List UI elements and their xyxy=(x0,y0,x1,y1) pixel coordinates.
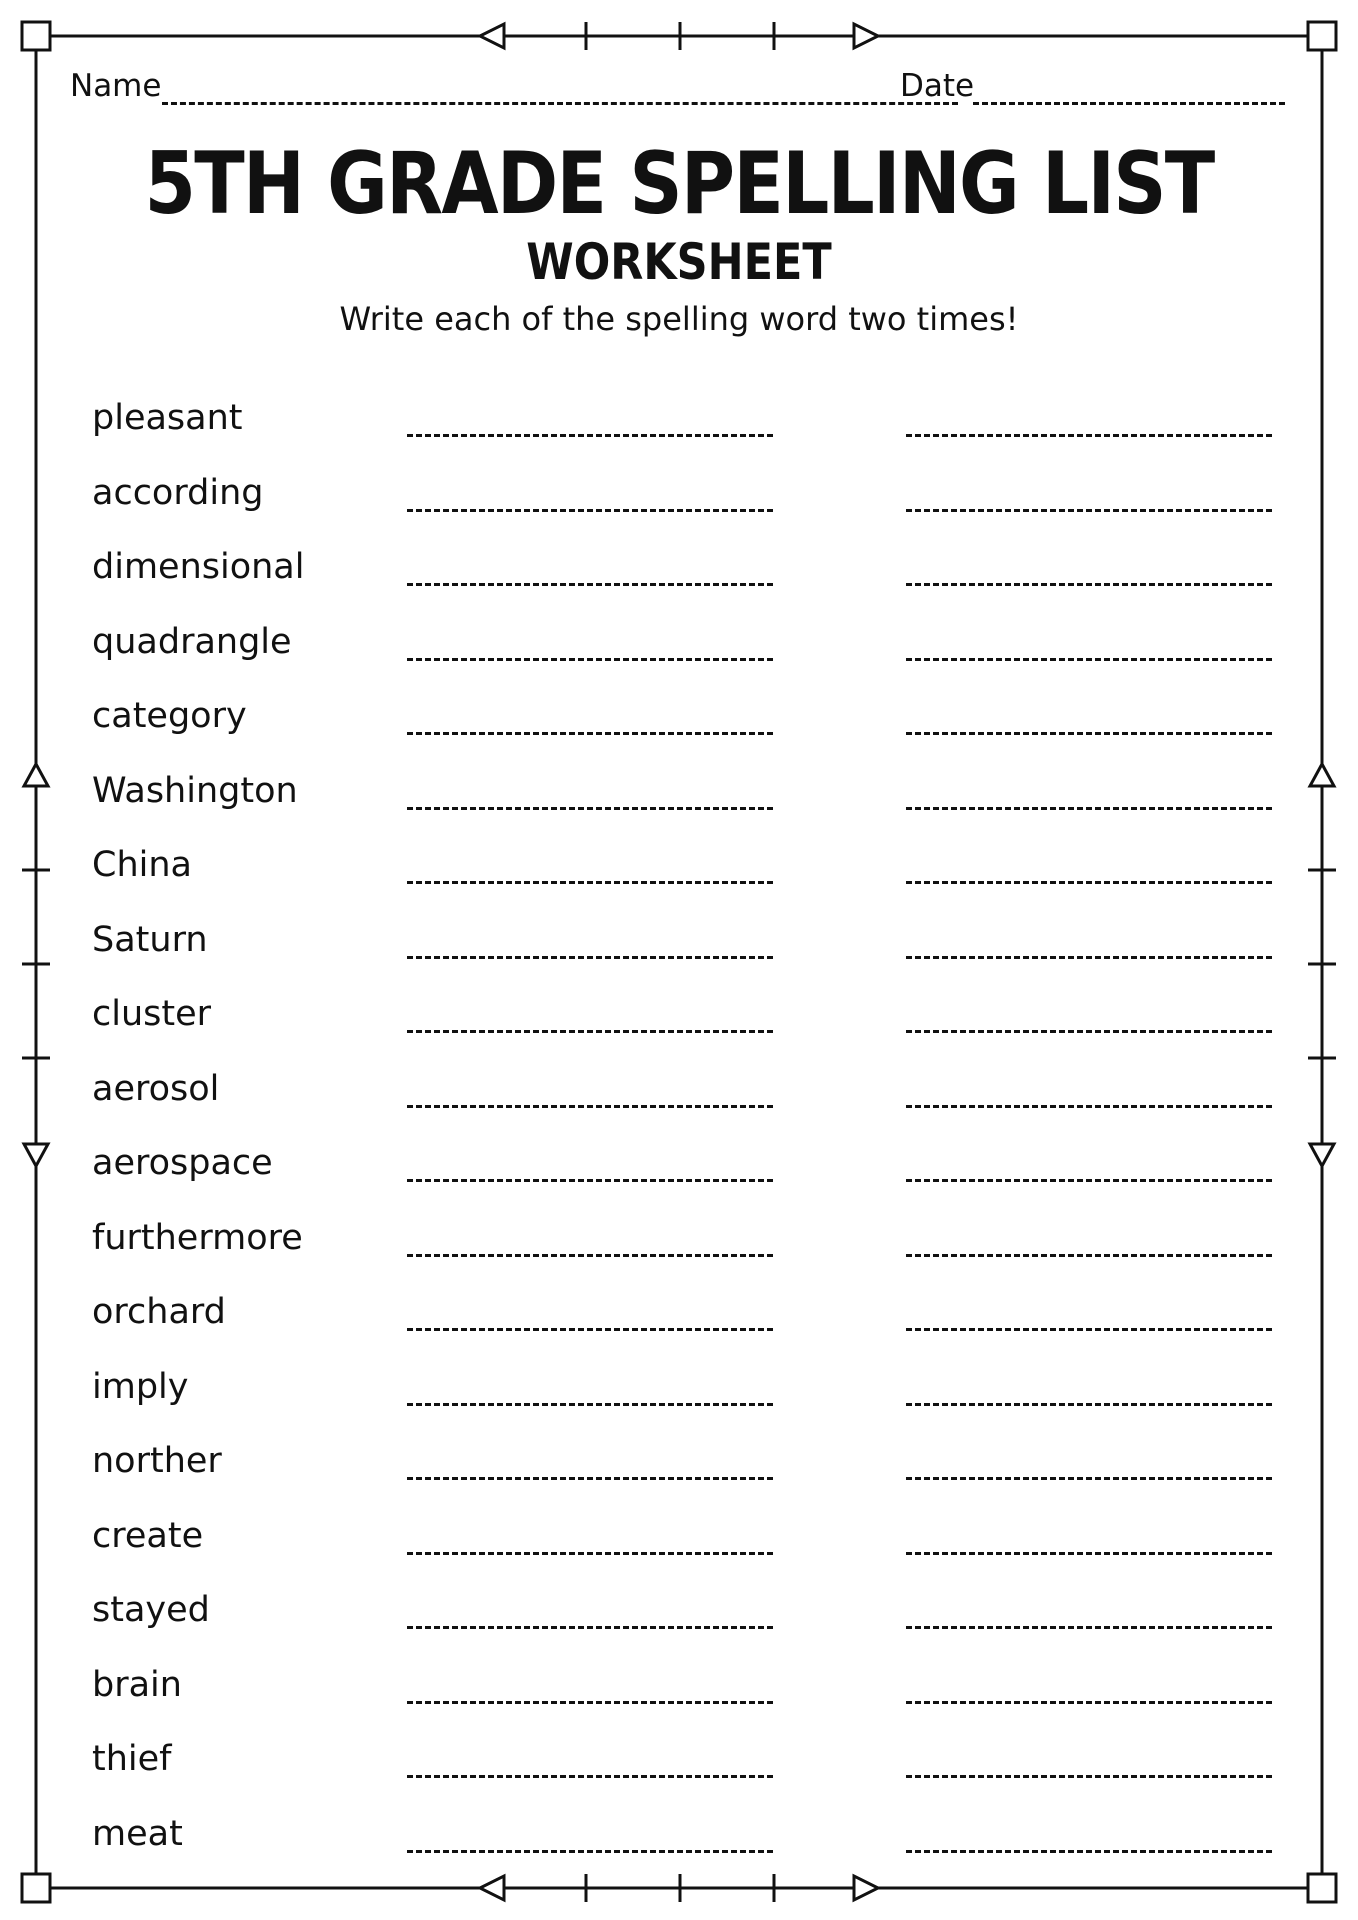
writing-blank-first[interactable] xyxy=(407,1030,773,1033)
writing-blank-second[interactable] xyxy=(906,1552,1272,1555)
writing-blank-first[interactable] xyxy=(407,881,773,884)
writing-blank-first[interactable] xyxy=(407,434,773,437)
spelling-word: pleasant xyxy=(92,398,243,438)
arrow-left-icon xyxy=(480,1876,504,1900)
spelling-word: quadrangle xyxy=(92,621,292,662)
name-blank[interactable] xyxy=(162,102,958,105)
writing-blank-second[interactable] xyxy=(906,956,1272,959)
writing-blank-first[interactable] xyxy=(407,807,773,810)
word-row xyxy=(0,912,1358,986)
corner-square-icon xyxy=(22,22,50,50)
writing-blank-first[interactable] xyxy=(407,583,773,586)
writing-blank-first[interactable] xyxy=(407,1850,773,1853)
spelling-word: create xyxy=(92,1515,204,1556)
word-row xyxy=(0,1806,1358,1880)
writing-blank-second[interactable] xyxy=(906,1850,1272,1853)
page-subtitle: WORKSHEET xyxy=(526,233,832,291)
writing-blank-first[interactable] xyxy=(407,1254,773,1257)
arrow-right-icon xyxy=(854,1876,878,1900)
word-row xyxy=(0,763,1358,837)
writing-blank-second[interactable] xyxy=(906,732,1272,735)
writing-blank-first[interactable] xyxy=(407,509,773,512)
writing-blank-first[interactable] xyxy=(407,1179,773,1182)
spelling-word: according xyxy=(92,472,264,513)
writing-blank-first[interactable] xyxy=(407,1701,773,1704)
name-date-line xyxy=(70,68,1285,112)
writing-blank-first[interactable] xyxy=(407,1552,773,1555)
word-row xyxy=(0,1210,1358,1284)
word-row xyxy=(0,465,1358,539)
spelling-word: cluster xyxy=(92,994,212,1034)
arrow-left-icon xyxy=(480,24,504,48)
word-row xyxy=(0,614,1358,688)
spelling-word: meat xyxy=(92,1813,183,1854)
word-row xyxy=(0,1135,1358,1209)
writing-blank-second[interactable] xyxy=(906,1254,1272,1257)
word-row xyxy=(0,1731,1358,1805)
spelling-word: aerospace xyxy=(92,1143,273,1183)
spelling-word: thief xyxy=(92,1739,172,1779)
word-row xyxy=(0,1657,1358,1731)
spelling-word: norther xyxy=(92,1441,222,1481)
writing-blank-first[interactable] xyxy=(407,1403,773,1406)
writing-blank-second[interactable] xyxy=(906,1179,1272,1182)
writing-blank-first[interactable] xyxy=(407,1477,773,1480)
writing-blank-second[interactable] xyxy=(906,1477,1272,1480)
writing-blank-first[interactable] xyxy=(407,1626,773,1629)
writing-blank-first[interactable] xyxy=(407,1105,773,1108)
writing-blank-second[interactable] xyxy=(906,807,1272,810)
word-row xyxy=(0,539,1358,613)
spelling-word: furthermore xyxy=(92,1217,303,1258)
spelling-word: stayed xyxy=(92,1590,210,1630)
writing-blank-first[interactable] xyxy=(407,658,773,661)
writing-blank-second[interactable] xyxy=(906,1701,1272,1704)
arrow-right-icon xyxy=(854,24,878,48)
word-row xyxy=(0,390,1358,464)
word-row xyxy=(0,1433,1358,1507)
word-row xyxy=(0,1359,1358,1433)
instructions-text: Write each of the spelling word two times! xyxy=(339,300,1019,338)
spelling-word: China xyxy=(92,845,192,885)
corner-square-icon xyxy=(1308,22,1336,50)
writing-blank-second[interactable] xyxy=(906,1105,1272,1108)
word-row xyxy=(0,688,1358,762)
writing-blank-second[interactable] xyxy=(906,583,1272,586)
date-label: Date xyxy=(900,68,975,104)
writing-blank-second[interactable] xyxy=(906,658,1272,661)
spelling-word: Saturn xyxy=(92,919,208,960)
date-blank[interactable] xyxy=(973,102,1285,105)
word-row xyxy=(0,837,1358,911)
word-row xyxy=(0,986,1358,1060)
spelling-word: dimensional xyxy=(92,547,305,587)
writing-blank-second[interactable] xyxy=(906,1626,1272,1629)
writing-blank-first[interactable] xyxy=(407,956,773,959)
word-row xyxy=(0,1284,1358,1358)
spelling-word: brain xyxy=(92,1664,182,1705)
name-label: Name xyxy=(70,68,162,104)
spelling-word: aerosol xyxy=(92,1068,220,1109)
spelling-word: orchard xyxy=(92,1292,226,1332)
spelling-word: Washington xyxy=(92,770,298,811)
writing-blank-second[interactable] xyxy=(906,1328,1272,1331)
writing-blank-first[interactable] xyxy=(407,732,773,735)
page-title: 5TH GRADE SPELLING LIST xyxy=(144,134,1214,234)
word-row xyxy=(0,1508,1358,1582)
writing-blank-second[interactable] xyxy=(906,1775,1272,1778)
writing-blank-first[interactable] xyxy=(407,1775,773,1778)
writing-blank-second[interactable] xyxy=(906,434,1272,437)
writing-blank-second[interactable] xyxy=(906,881,1272,884)
writing-blank-first[interactable] xyxy=(407,1328,773,1331)
spelling-word: imply xyxy=(92,1366,189,1407)
writing-blank-second[interactable] xyxy=(906,509,1272,512)
spelling-word: category xyxy=(92,696,247,736)
writing-blank-second[interactable] xyxy=(906,1030,1272,1033)
word-row xyxy=(0,1582,1358,1656)
word-row xyxy=(0,1061,1358,1135)
writing-blank-second[interactable] xyxy=(906,1403,1272,1406)
